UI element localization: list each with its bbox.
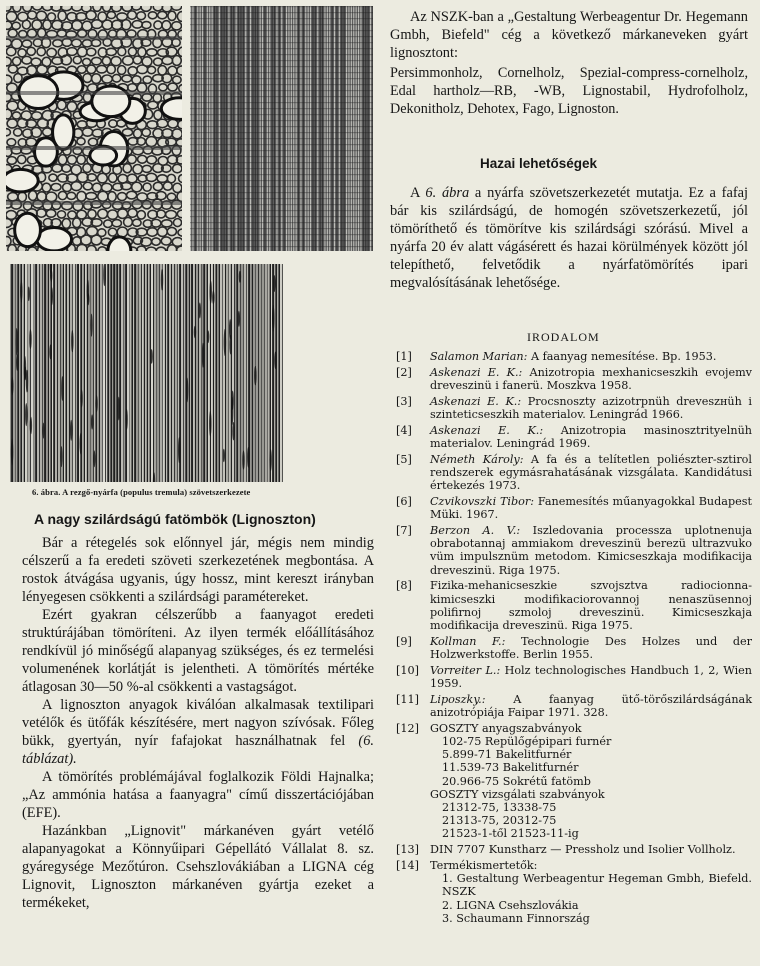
reference-text	[430, 579, 752, 632]
reference-title: Holz technologisches Handbuch 1, 2, Wien 1959.	[430, 663, 752, 691]
figure-caption: 6. ábra. A rezgő-nyárfa (populus tremula) szövetszerkezete	[32, 487, 251, 497]
reference-number: [5]	[396, 452, 412, 466]
reference-author: Berzon A. V.:	[430, 524, 521, 537]
reference-author: Vorreiter L.:	[430, 663, 501, 677]
reference-number: [2]	[396, 365, 412, 379]
reference-item	[396, 424, 752, 450]
reference-text	[430, 350, 752, 363]
reference-item	[396, 664, 752, 690]
figure-reference: 6. ábra	[425, 185, 470, 201]
reference-item	[396, 579, 752, 632]
standard-line: 102-75 Repülőgépipari furnér	[442, 735, 612, 749]
section-title-lignoszton: A nagy szilárdságú fatömbök (Lignoszton)	[34, 511, 316, 527]
standard-line: 21313-75, 20312-75	[442, 814, 557, 828]
hazai-body	[390, 184, 748, 292]
standard-line: GOSZTY vizsgálati szabványok	[430, 787, 605, 801]
reference-author: Németh Károly:	[430, 452, 524, 466]
paragraph	[390, 184, 748, 292]
product-line: 2. LIGNA Csehszlovákia	[442, 898, 579, 912]
paragraph-text: A	[410, 185, 420, 201]
paragraph: A tömörítés problémájával foglalkozik Földi Hajnalka; „Az ammónia hatása a faanyagra" című disszertációjában (EFE).	[22, 769, 374, 821]
reference-number: [13]	[396, 843, 419, 857]
reference-head: Termékismertetők:	[430, 859, 538, 873]
reference-number: [12]	[396, 721, 419, 735]
reference-number: [4]	[396, 423, 412, 437]
tangential-section-micrograph	[10, 264, 283, 482]
reference-text	[430, 635, 752, 661]
standard-line: GOSZTY anyagszabványok	[430, 721, 582, 735]
reference-text: DIN 7707 Kunstharz — Pressholz und Isolier Vollholz.	[430, 843, 736, 857]
standard-line: 20.966-75 Sokrétű fatömb	[442, 774, 591, 788]
reference-item	[396, 395, 752, 421]
paragraph: Bár a rétegelés sok előnnyel jár, mégis nem mindig célszerű a fa eredeti szöveti szerkezetének megbontása. A rostok átvágása ugyanis, úgy hossz, mint kereszt irányban lényegesen csökkenti a szilárdsági paramétereket.	[22, 535, 374, 605]
reference-title: Fizika-mehanicseszkie szvojsztva radiocionna-kimicseszki modifikaciorovannoj nenaszüsennoj polifirnoj szmoloj dreveszinü. Kimicseszkaja modifikacija dreveszinü. Riga 1975.	[430, 579, 752, 633]
reference-item	[396, 859, 752, 925]
reference-text	[430, 424, 752, 450]
paragraph: Persimmonholz, Cornelholz, Spezial-compress-cornelholz, Edal hartholz—RB, -WB, Lignostabil, Hydrofolholz, Dekonitholz, Dehotex, Fago, Lignoston.	[390, 65, 748, 117]
reference-text	[430, 495, 752, 521]
radial-section-micrograph	[190, 6, 373, 251]
reference-text	[430, 524, 752, 577]
reference-number: [14]	[396, 859, 419, 873]
reference-number: [7]	[396, 524, 412, 537]
reference-item	[396, 635, 752, 661]
reference-title: A faanyag nemesítése. Bp. 1953.	[530, 350, 717, 363]
paragraph-text: a nyárfa szövetszerkezetét mutatja. Ez a fafaj bár kis szilárdságú, de homogén szövetszerkezetű, jól tömöríthető és tömörítve kis szilárdsági szórású. Mivel a nyárfa 20 év alatt vágásérett és hazai körülmények között jól telepíthető, felvetődik a nyárfatömörítés ipari megvalósításának lehetősége.	[390, 185, 749, 291]
standard-line: 5.899-71 Bakelitfurnér	[442, 748, 572, 762]
reference-list	[396, 350, 752, 928]
paragraph: Az NSZK-ban a „Gestaltung Werbeagentur Dr. Hegemann Gmbh, Biefeld" cég a következő márkaneveken gyárt lignosztont:	[390, 9, 748, 61]
reference-number: [10]	[396, 663, 419, 677]
right-column	[390, 0, 752, 966]
standard-line: 11.539-73 Bakelitfurnér	[442, 761, 579, 775]
reference-number: [8]	[396, 579, 412, 593]
reference-number: [3]	[396, 394, 412, 408]
reference-number: [6]	[396, 495, 412, 508]
paragraph-text: A lignoszton anyagok kiválóan alkalmasak textilipari vetélők és ütőfák készítésére, mert nagyon szívósak. Főleg bükk, gyertyán, nyír fafajokat használhatnak fel	[22, 697, 374, 749]
reference-title: Anizotropia masinosztrityelnüh materialov. Leningrád 1969.	[430, 423, 753, 450]
standard-line: 21523-1-től 21523-11-ig	[442, 827, 579, 841]
reference-title: Fanemesítés műanyagokkal Budapest Müki. 1967.	[430, 495, 752, 522]
product-line: 1. Gestaltung Werbeagentur Hegeman Gmbh, Biefeld. NSZK	[442, 872, 752, 899]
standard-line: 21312-75, 13338-75	[442, 801, 557, 815]
brand-list	[390, 64, 748, 118]
reference-number: [1]	[396, 350, 412, 363]
left-body	[22, 534, 374, 912]
reference-author: Askenazi E. K.:	[430, 423, 544, 437]
reference-author: Kollman F.:	[430, 634, 506, 648]
reference-number: [11]	[396, 692, 419, 706]
reference-text	[430, 693, 752, 719]
reference-author: Liposzky.:	[430, 692, 486, 706]
reference-item	[396, 524, 752, 577]
product-line: 3. Schaumann Finnország	[442, 911, 590, 925]
reference-item	[396, 350, 752, 363]
references-title: IRODALOM	[527, 330, 600, 344]
reference-item	[396, 453, 752, 493]
reference-author: Askenazi E. K.:	[430, 394, 522, 408]
reference-author: Czvikovszki Tibor:	[430, 495, 535, 508]
reference-title: Iszledovania processza uplotnenuja obrabotannaj ammiakom dreveszinü berezü ultrazvuko vüm impulsznüm metodom. Kimicseszkaja modifikacija dreveszinü. Riga 1975.	[430, 524, 752, 577]
reference-text	[430, 453, 752, 493]
paragraph: Hazánkban „Lignovit" márkanéven gyárt vetélő alapanyagokat a Könnyűipari Gépellátó Vállalat 8. sz. gyáregysége Mezőtúron. Csehszlovákiában a LIGNA cég Lignovit, Lignoszton márkanéven gyártja ezeket a termékeket,	[22, 823, 374, 911]
table-reference: (6. táblázat).	[22, 733, 374, 767]
paragraph	[22, 696, 374, 768]
reference-title: Technologie Des Holzes und der Holzwerkstoffe. Berlin 1955.	[430, 634, 752, 662]
nszk-intro	[390, 8, 748, 62]
reference-title: Procsnoszty azizotrpnüh dreveszнüh i szinteticseszkih materialov. Leningrád 1966.	[430, 394, 752, 421]
reference-text	[430, 366, 752, 392]
reference-item	[396, 495, 752, 521]
cross-section-micrograph	[6, 6, 182, 251]
reference-text	[430, 859, 752, 925]
paragraph: Ezért gyakran célszerűbb a faanyagot eredeti struktúrájában tömöríteni. Az ilyen termék előállításához rendkívül jó minőségű alapanyag szükséges, és ez termelési volumenének korlátját is jelentheti. A tömörítés mértéke átlagosan 30—50 %-al csökkenti a vastagságot.	[22, 607, 374, 695]
reference-author: Askenazi E. K.:	[430, 365, 523, 379]
reference-text	[430, 664, 752, 690]
reference-item	[396, 693, 752, 719]
section-title-hazai: Hazai lehetőségek	[480, 156, 598, 171]
reference-title: Anizotropia mexhanicseszkih evojemv dreveszinü i fanerü. Moszkva 1958.	[430, 365, 753, 392]
reference-item	[396, 366, 752, 392]
reference-text	[430, 722, 752, 841]
reference-item	[396, 843, 752, 856]
reference-item	[396, 722, 752, 841]
reference-author: Salamon Marian:	[430, 350, 528, 363]
reference-title: A fa és a telítetlen poliészter-sztirol rendszerek egymásrahatásának vizsgálata. Kandidátusi értekezés 1973.	[430, 452, 752, 493]
reference-number: [9]	[396, 634, 412, 648]
reference-title: A faanyag ütő-törőszilárdságának anizotrópiája Faipar 1971. 328.	[430, 692, 752, 720]
reference-text	[430, 395, 752, 421]
